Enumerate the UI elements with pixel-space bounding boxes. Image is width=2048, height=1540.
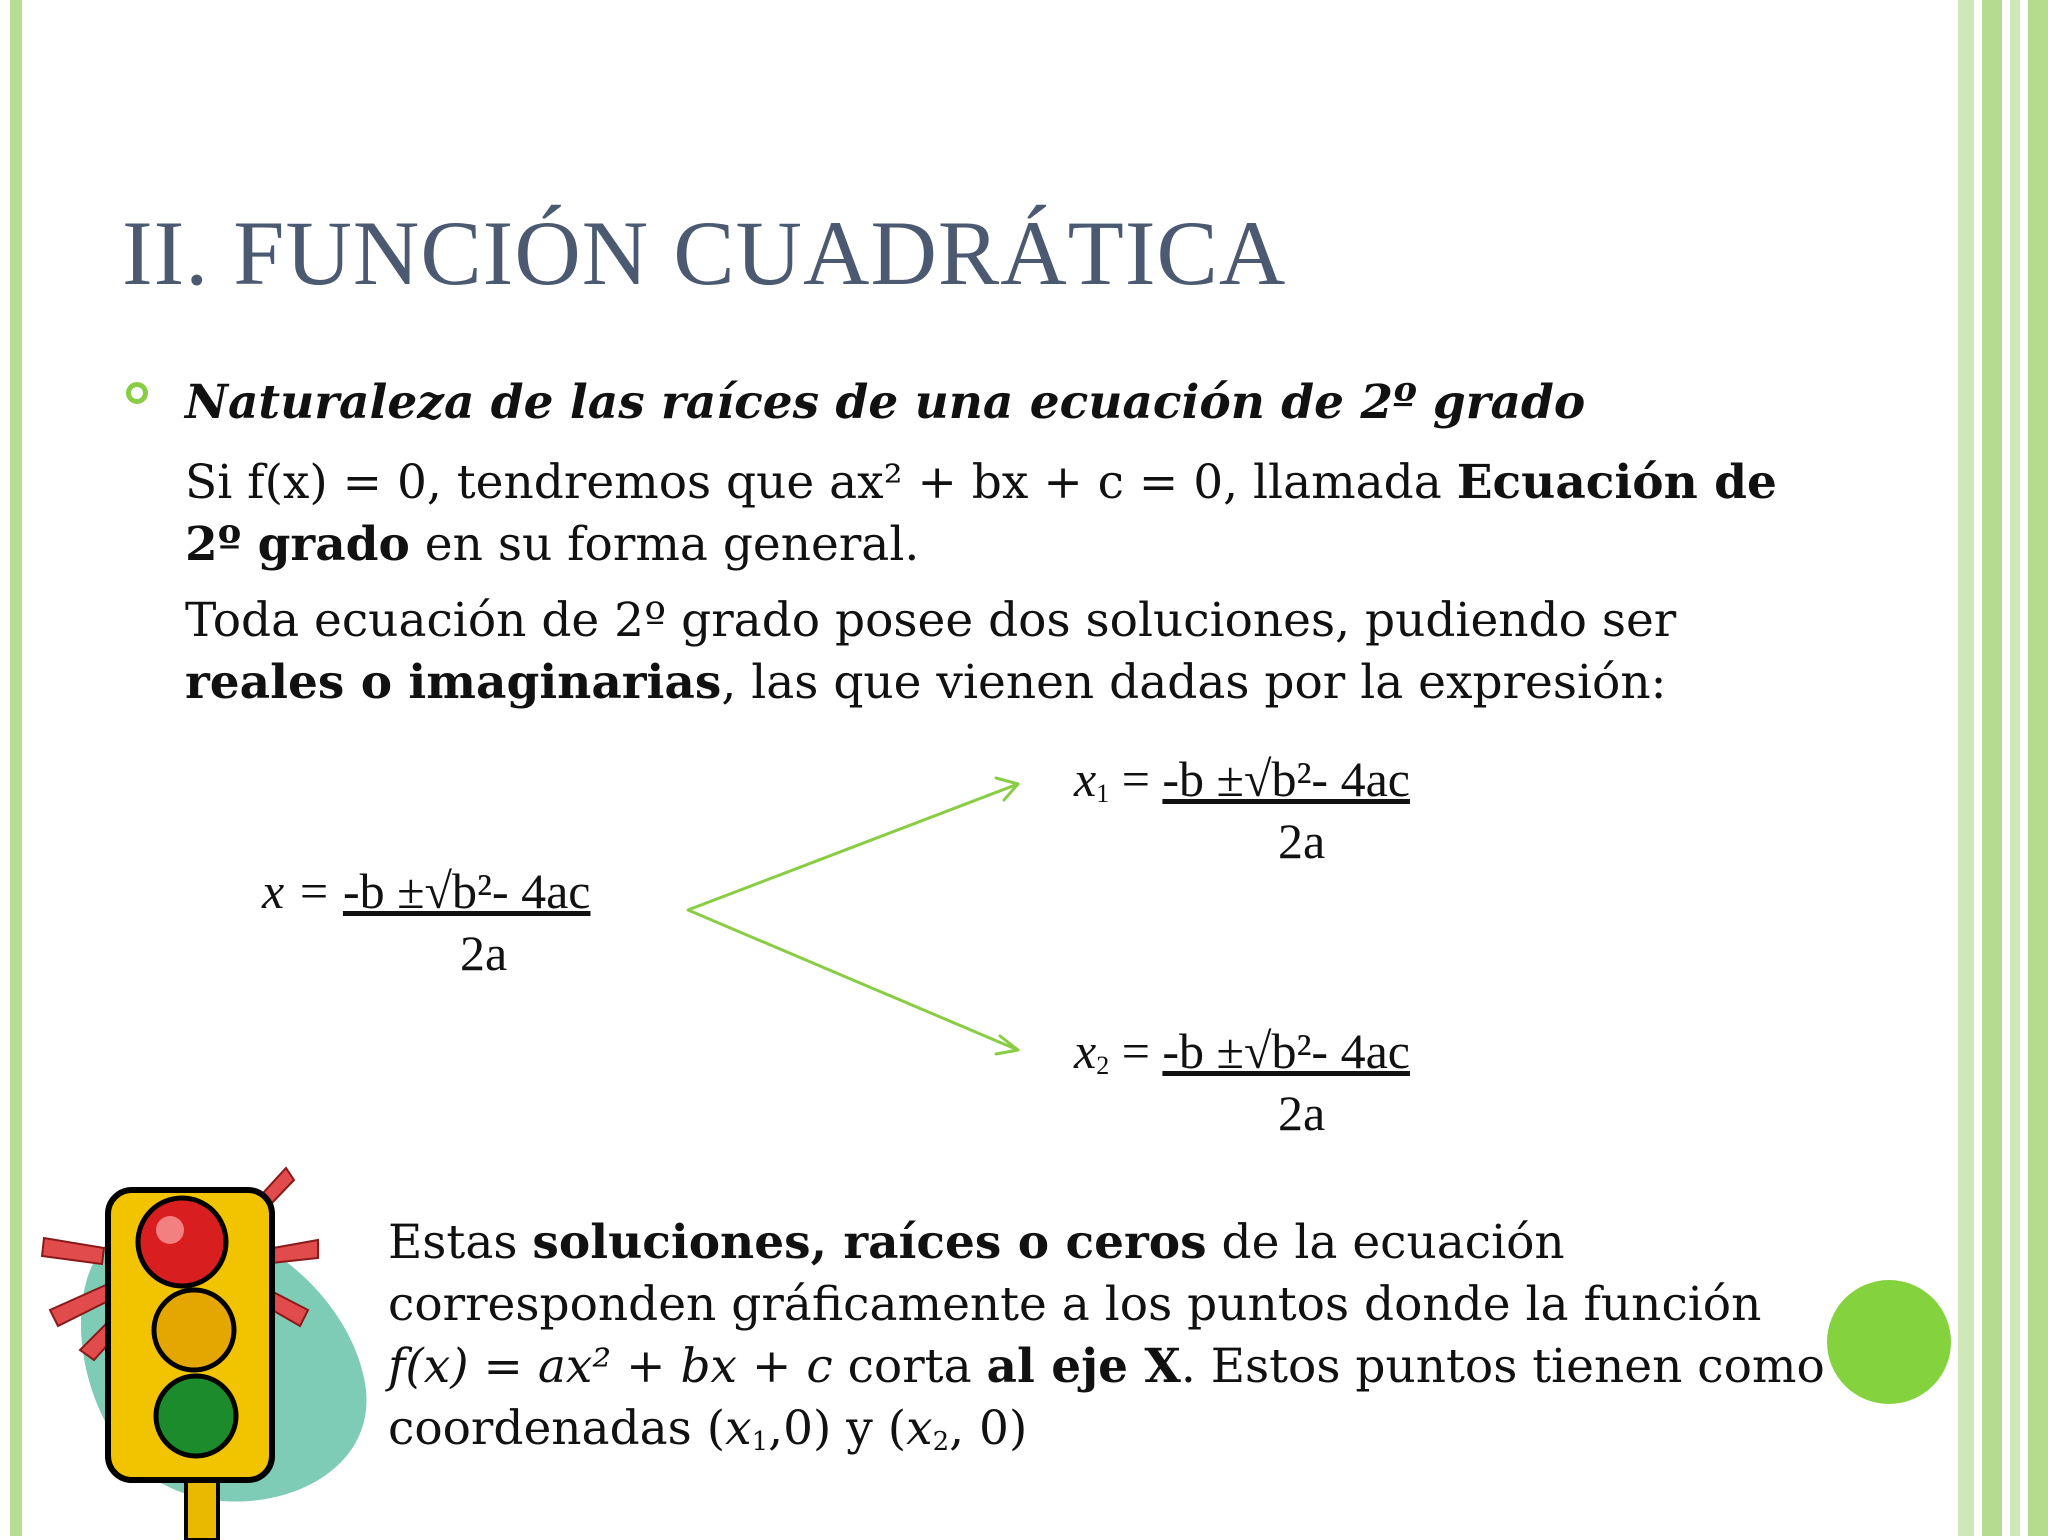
traffic-light-icon — [36, 1160, 396, 1540]
function-expression: f(x) = ax² + bx + c — [388, 1339, 833, 1394]
right-border-bar-3 — [2010, 0, 2020, 1536]
paragraph-solutions: Toda ecuación de 2º grado posee dos soluciones, pudiendo ser reales o imaginarias, las que vienen dadas por la expresión: — [185, 593, 1677, 710]
paragraph-roots: Estas soluciones, raíces o ceros de la ecuación corresponden gráficamente a los puntos donde la función f(x) = ax² + bx + c corta al eje X. Estos puntos tienen como coordenadas $(x_1,0)$ y ($x_2$, 0) — [388, 1215, 1825, 1457]
formula-x2-sub: 2 — [1096, 1051, 1110, 1080]
formula-x2-denominator: 2a — [1278, 1085, 1326, 1141]
formula-lhs: x = — [262, 863, 331, 919]
formula-x2-eq: = — [1121, 1023, 1150, 1079]
left-border-bar — [10, 0, 22, 1536]
paragraph-definition: Si f(x) = 0, tendremos que ax² + bx + c = 0, llamada Ecuación de 2º grado en su forma general. — [185, 455, 1777, 572]
formula-x2 — [1074, 1022, 1410, 1081]
formula-x1 — [1074, 750, 1410, 809]
green-dot-icon — [1827, 1280, 1951, 1404]
right-border-bar-4 — [2028, 0, 2048, 1536]
right-border-bar-2 — [1982, 0, 2002, 1536]
formula-x1-denominator: 2a — [1278, 813, 1326, 869]
subheading: Naturaleza de las raíces de una ecuación de 2º grado — [185, 375, 1586, 430]
bullet-ring-icon — [126, 382, 148, 404]
formula-x1-numerator: -b ±√b²- 4ac — [1162, 751, 1410, 807]
slide-title: II. FUNCIÓN CUADRÁTICA — [122, 202, 1287, 304]
formula-x2-numerator: -b ±√b²- 4ac — [1162, 1023, 1410, 1079]
arrow-upper-head-icon — [996, 778, 1018, 800]
formula-x2-var: x — [1074, 1023, 1097, 1079]
formula-general-denominator: 2a — [460, 925, 508, 981]
formula-x1-sub: 1 — [1096, 779, 1110, 808]
right-border-bar-1 — [1958, 0, 1974, 1536]
formula-general — [262, 862, 591, 920]
formula-x1-eq: = — [1121, 751, 1150, 807]
formula-x1-var: x — [1074, 751, 1097, 807]
formula-numerator: -b ±√b²- 4ac — [342, 863, 591, 919]
arrow-upper-icon — [688, 784, 1018, 1050]
arrow-lower-head-icon — [996, 1036, 1018, 1054]
